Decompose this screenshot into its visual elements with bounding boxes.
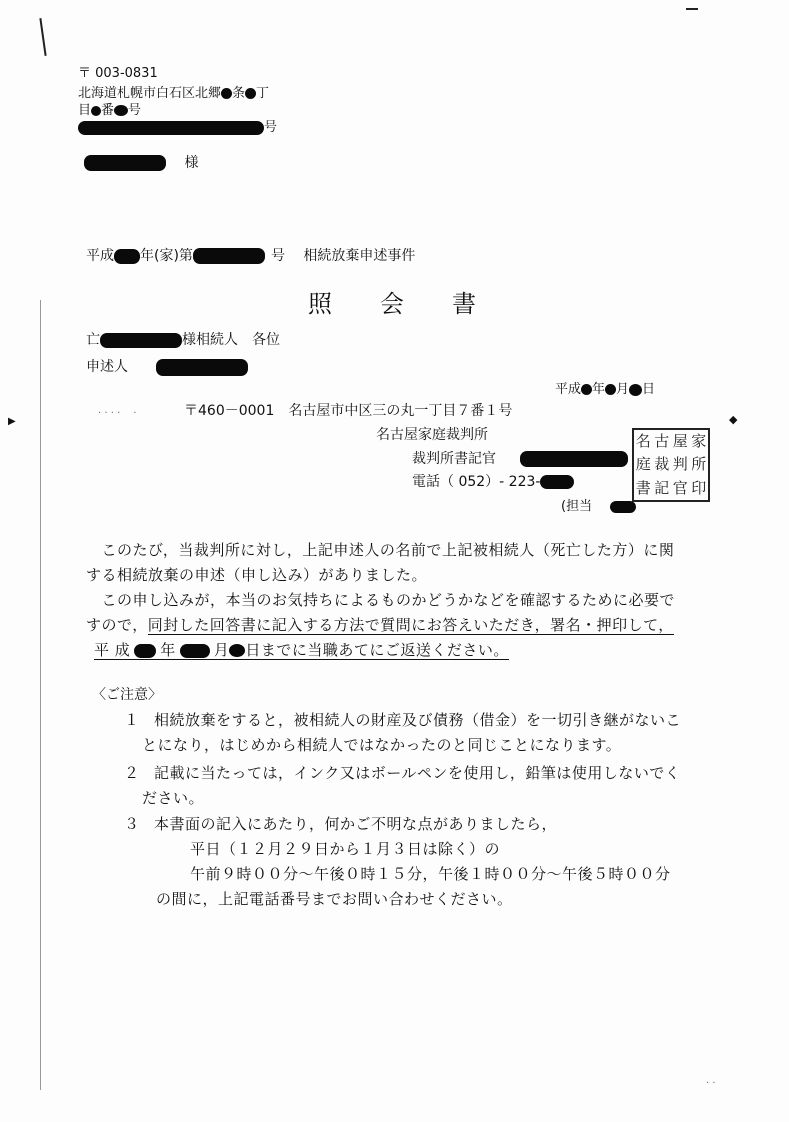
redaction [540,475,574,489]
address-chome: 丁 [256,86,270,101]
redaction [78,121,264,135]
note-3-line4: の間に，上記電話番号までお問い合わせください。 [156,890,513,908]
redaction [100,333,182,348]
body-p2-line3 [86,638,675,663]
address-line-3-suffix: 号 [264,120,278,135]
phone-line [412,471,574,491]
note-2-number: ２ [124,764,140,782]
redaction [520,451,628,467]
note-2 [124,761,680,811]
note-2-line1 [124,761,680,786]
note-2-line2: ださい。 [142,789,205,807]
clerk-line [412,448,628,468]
deadline-day: 日までに当職あてにご返送ください。 [245,641,509,659]
note-3-number: ３ [124,815,140,833]
date-year: 年 [592,382,606,397]
redaction [193,248,265,264]
redaction [180,644,210,658]
applicant-label: 申述人 [86,359,128,375]
redaction [84,155,166,171]
note-1-line2: とになり，はじめから相続人ではなかったのと同じことになります。 [142,736,622,754]
seal-char: 庭 [635,455,651,474]
recipient-honorific: 様 [184,155,199,171]
seal-char: 古 [654,432,670,451]
deceased-suffix: 様相続人 各位 [182,332,280,348]
deadline-year: 年 [160,641,176,659]
seal-char: 官 [672,478,688,497]
redaction [605,384,616,395]
deadline-underlined [94,641,509,660]
sender-address: 〒460－0001 名古屋市中区三の丸一丁目７番１号 [184,403,513,419]
document-title: 照会書 [308,290,524,318]
note-1 [124,708,681,758]
seal-char: 裁 [654,455,670,474]
seal-char: 印 [691,478,707,497]
note-1-text-1: 相続放棄をすると，被相続人の財産及び債務（借金）を一切引き継がないこ [154,711,682,729]
seal-char: 家 [691,432,707,451]
court-seal-stamp [632,428,710,502]
seal-char: 所 [691,455,707,474]
scan-dash-top [686,8,698,10]
body-text [86,538,675,663]
scan-line-left [39,18,46,56]
redaction [610,501,636,513]
postal-code: 〒 003-0831 [78,66,158,81]
contact-label: (担当 [561,499,593,514]
address-line-1-text: 北海道札幌市白石区北郷 [78,86,222,101]
deadline-era: 平 成 [94,641,131,659]
address-line-3 [78,116,277,135]
seal-char: 判 [672,455,688,474]
note-3-line2: 平日（１２月２９日から１月３日は除く）の [190,840,501,858]
phone-text: 電話（ 052）- 223- [412,474,541,490]
body-p2-line2 [86,613,675,638]
note-3-line1 [124,812,671,837]
address-line-2-c: 号 [128,103,142,118]
body-p2-line2-underlined: 同封した回答書に記入する方法で質問にお答えいただき，署名・押印して， [147,616,674,634]
deadline-month: 月 [213,641,230,659]
seal-char: 名 [635,432,651,451]
address-line-2-b: 番 [101,103,115,118]
notes-heading: 〈ご注意〉 [92,687,162,703]
note-1-number: １ [124,711,140,729]
scan-dots-bottom: · · [706,1078,716,1089]
case-title: 相続放棄申述事件 [303,248,416,264]
seal-char: 記 [654,478,670,497]
seal-char: 屋 [672,432,688,451]
case-prefix: 平成 [86,248,114,264]
scan-arrow-left: ▶ [8,416,16,427]
scan-line-edge [40,300,41,1090]
redaction [629,384,642,396]
redaction [156,359,248,376]
redaction [114,249,140,264]
note-1-line1 [124,708,681,733]
redaction [245,88,256,99]
case-num-suffix: 号 [270,248,285,264]
date-era: 平成 [555,382,582,397]
redaction [134,644,156,658]
address-line-2-a: 目 [78,103,92,118]
case-year-suffix: 年(家)第 [140,248,193,264]
issue-date [555,378,655,397]
scan-diamond-right: ◆ [729,413,738,426]
address-jo: 条 [232,86,246,101]
redaction [229,644,245,657]
note-2-text-1: 記載に当たっては，インク又はボールペンを使用し，鉛筆は使用しないでく [154,764,681,782]
redaction [581,384,592,395]
redaction [221,88,232,99]
body-p1-line2: する相続放棄の申述（申し込み）がありました。 [86,566,428,584]
recipient-name [84,152,198,172]
contact-line [561,495,636,514]
deceased-prefix: 亡 [86,332,100,348]
note-3 [124,812,671,912]
clerk-title: 裁判所書記官 [412,451,496,467]
redaction [114,105,128,116]
redaction [91,106,101,116]
body-p2-line1: この申し込みが，本当のお気持ちによるものかどうかなどを確認するために必要で [86,591,676,609]
deceased-line [86,329,280,349]
applicant-line [86,356,248,376]
body-p2-line2-a: すので， [86,616,148,634]
court-name: 名古屋家庭裁判所 [376,427,488,443]
date-month: 月 [616,382,630,397]
seal-char: 書 [635,478,651,497]
case-line [86,245,415,265]
body-p1-line1: このたび，当裁判所に対し，上記申述人の名前で上記被相続人（死亡した方）に関 [86,541,675,559]
note-3-line3: 午前９時００分～午後０時１５分，午後１時００分～午後５時００分 [190,865,671,883]
note-3-text-1: 本書面の記入にあたり，何かご不明な点がありましたら， [154,815,558,833]
date-day: 日 [642,382,656,397]
scan-dots: · · · · · [98,408,137,419]
